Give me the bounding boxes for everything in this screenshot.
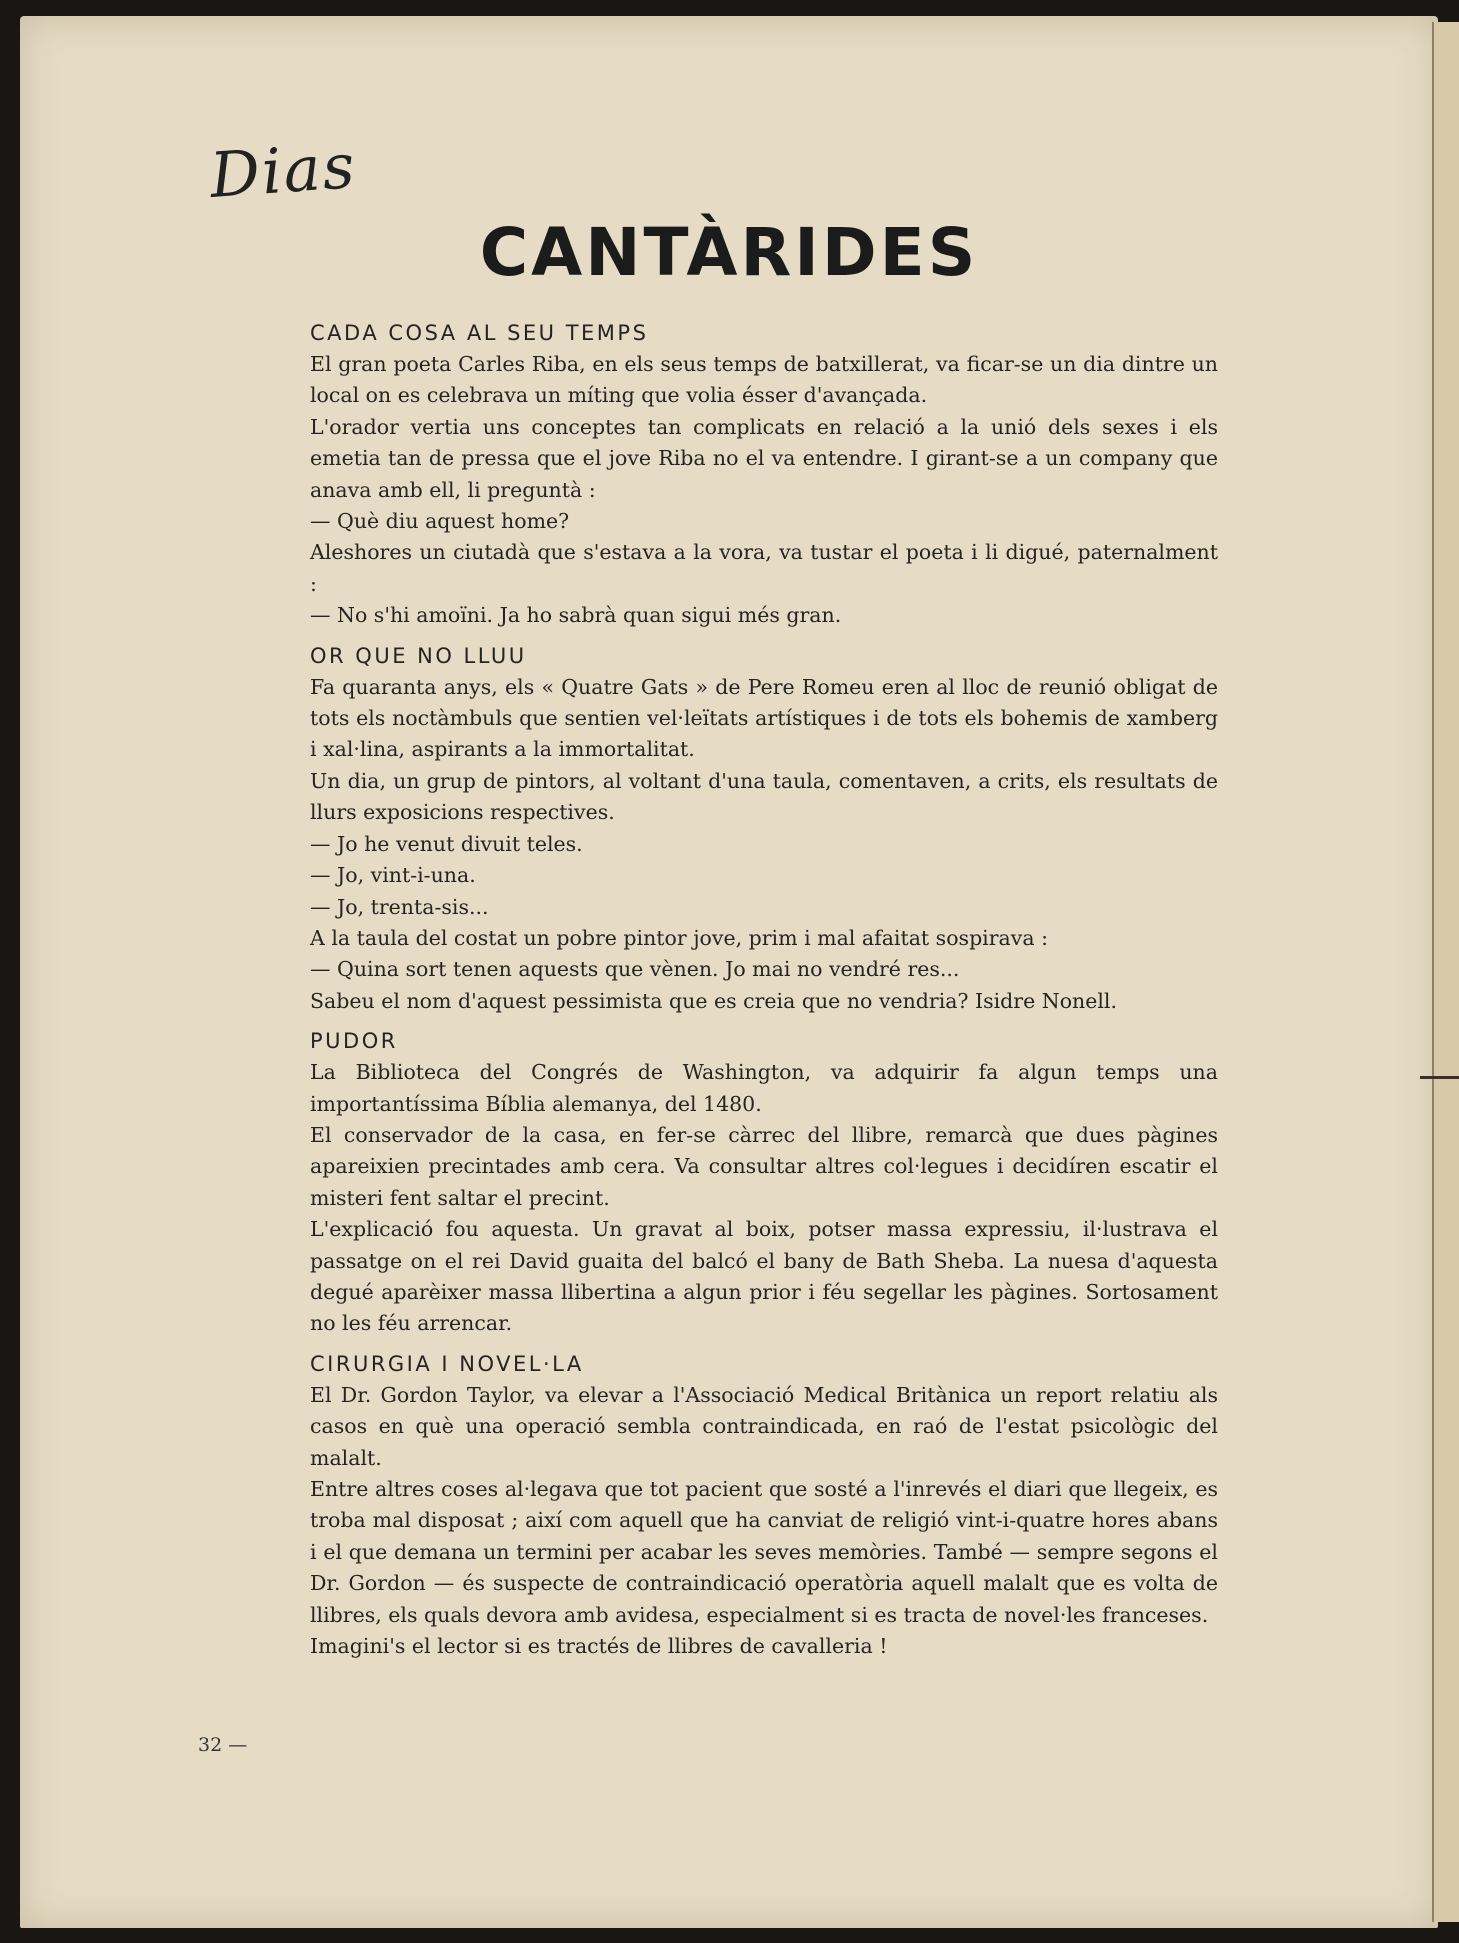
paragraph: El Dr. Gordon Taylor, va elevar a l'Associació Medical Britànica un report relatiu als casos en què una operació sembla contraindicada, en raó de l'estat psicològic del malalt. (310, 1382, 1218, 1470)
handwritten-annotation: Dias (207, 128, 359, 213)
paragraph: — Jo, trenta-sis... (310, 894, 489, 919)
paragraph: El conservador de la casa, en fer-se càrrec del llibre, remarcà que dues pàgines apareixien precintades amb cera. Va consultar altres col·legues i decidíren escatir el misteri fent saltar el precint. (310, 1122, 1218, 1210)
paragraph: Un dia, un grup de pintors, al voltant d'una taula, comentaven, a crits, els resultats de llurs exposicions respectives. (310, 768, 1218, 825)
paragraph: — Jo, vint-i-una. (310, 863, 476, 888)
paragraph: Sabeu el nom d'aquest pessimista que es creia que no vendria? Isidre Nonell. (310, 988, 1117, 1013)
paragraph: Entre altres coses al·legava que tot pacient que sosté a l'inrevés el diari que llegeix, es troba mal disposat ; així com aquell que ha canviat de religió vint-i-quatre hores abans i el que demana un termini per acabar les seves memòries. També — sempre segons el Dr. Gordon — és suspecte de contraindicació operatòria aquell malalt que es volta de llibres, els quals devora amb avidesa, especialment si es tracta de novel·les franceses. (310, 1477, 1218, 1627)
binding-mark (1420, 1076, 1459, 1079)
paragraph: A la taula del costat un pobre pintor jove, prim i mal afaitat sospirava : (310, 925, 1048, 950)
page-number: 32 — (198, 1734, 248, 1756)
paragraph: — Quina sort tenen aquests que vènen. Jo mai no vendré res... (310, 957, 960, 982)
section-pudor (310, 1026, 1218, 1340)
section-heading: CADA COSA AL SEU TEMPS (310, 321, 649, 345)
paragraph: L'orador vertia uns conceptes tan complicats en relació a la unió dels sexes i els emetia tan de pressa que el jove Riba no el va entendre. I girant-se a un company que anava amb ell, li preguntà : (310, 414, 1218, 502)
adjacent-page-edge (1432, 22, 1459, 1922)
paragraph: El gran poeta Carles Riba, en els seus temps de batxillerat, va ficar-se un dia dintre un local on es celebrava un míting que volia ésser d'avançada. (310, 352, 1218, 408)
magazine-page (20, 16, 1438, 1928)
article-body (310, 318, 1218, 1662)
section-cada-cosa (310, 318, 1218, 632)
page-title: CANTÀRIDES (479, 214, 979, 291)
paragraph: L'explicació fou aquesta. Un gravat al boix, potser massa expressiu, il·lustrava el passatge on el rei David guaita del balcó el bany de Bath Sheba. La nuesa d'aquesta degué aparèixer massa llibertina a algun prior i féu segellar les pàgines. Sortosament no les féu arrencar. (310, 1217, 1218, 1336)
section-heading: PUDOR (310, 1029, 398, 1054)
paragraph: — Jo he venut divuit teles. (310, 831, 583, 856)
section-or-que-no-lluu (310, 641, 1218, 1017)
paragraph: Fa quaranta anys, els « Quatre Gats » de Pere Romeu eren al lloc de reunió obligat de tots els noctàmbuls que sentien vel·leïtats artístiques i de tots els bohemis de xamberg i xal·lina, aspirants a la immortalitat. (310, 674, 1218, 762)
paragraph: — Què diu aquest home? (310, 509, 570, 534)
section-heading: CIRURGIA I NOVEL·LA (310, 1351, 584, 1376)
paragraph: — No s'hi amoïni. Ja ho sabrà quan sigui més gran. (310, 603, 842, 628)
section-cirurgia (310, 1349, 1218, 1663)
section-heading: OR QUE NO LLUU (310, 643, 527, 668)
paragraph: Aleshores un ciutadà que s'estava a la vora, va tustar el poeta i li digué, paternalment : (310, 540, 1218, 596)
paragraph: Imagini's el lector si es tractés de llibres de cavalleria ! (310, 1634, 888, 1659)
paragraph: La Biblioteca del Congrés de Washington, va adquirir fa algun temps una importantíssima Bíblia alemanya, del 1480. (310, 1060, 1218, 1116)
